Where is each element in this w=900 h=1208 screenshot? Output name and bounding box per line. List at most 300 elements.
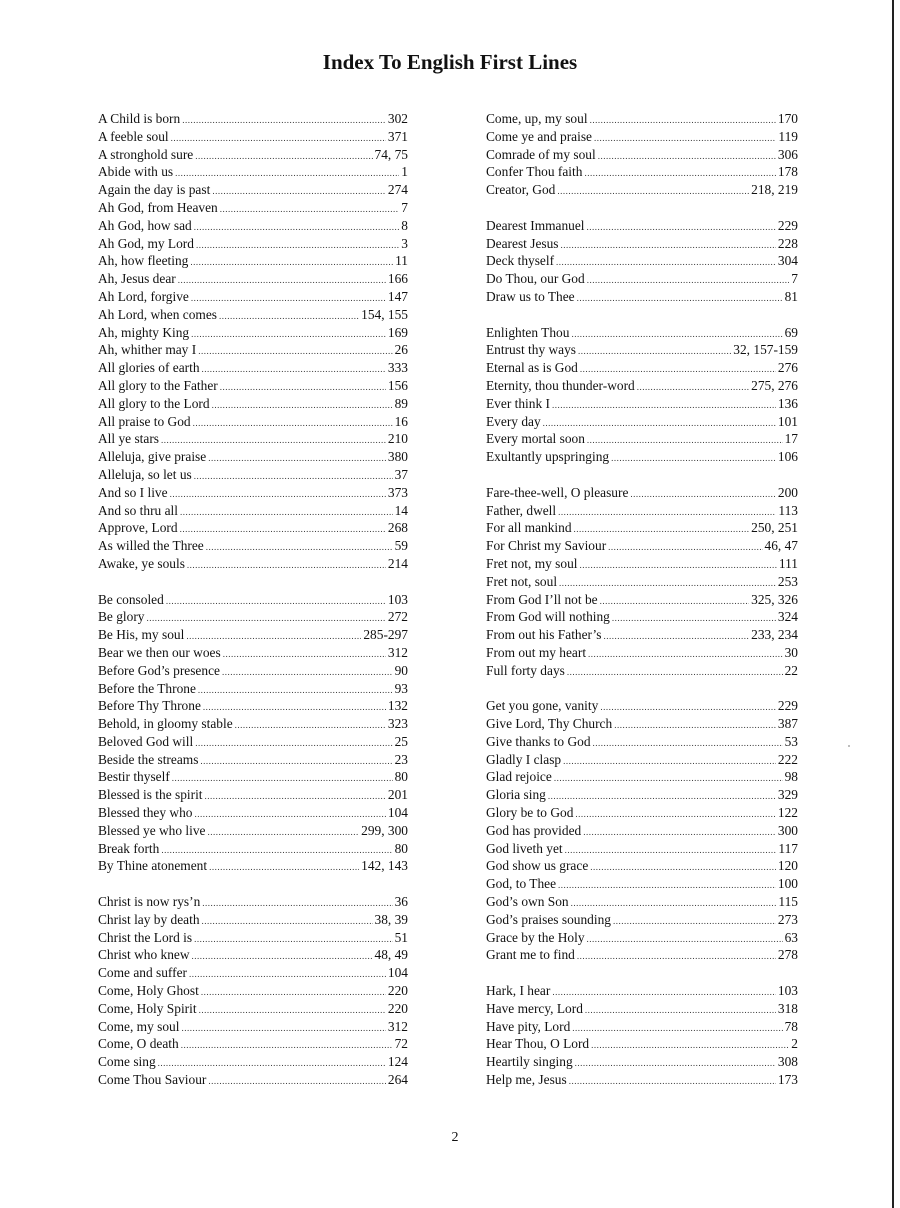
dot-leader <box>578 343 731 361</box>
dot-leader <box>193 415 393 433</box>
entry-hymn-number: 147 <box>387 288 408 304</box>
entry-hymn-number: 324 <box>777 609 798 625</box>
dot-leader <box>182 112 386 130</box>
entry-first-line: Glad rejoice <box>486 769 552 785</box>
dot-leader <box>187 557 386 575</box>
index-entry <box>98 110 408 128</box>
index-entry <box>98 502 408 520</box>
entry-first-line: Ah, whither may I <box>98 342 197 358</box>
index-entry <box>98 1035 408 1053</box>
entry-first-line: Ah God, my Lord <box>98 235 194 251</box>
entry-first-line: Ah Lord, when comes <box>98 306 217 322</box>
dot-leader <box>558 504 776 522</box>
entry-first-line: Dearest Immanuel <box>486 217 585 233</box>
entry-first-line: Eternity, thou thunder-word <box>486 377 635 393</box>
index-entry <box>98 626 408 644</box>
index-entry <box>486 626 798 644</box>
entry-first-line: Approve, Lord <box>98 520 178 536</box>
entry-first-line: Enlighten Thou <box>486 324 570 340</box>
index-entry <box>98 786 408 804</box>
entry-hymn-number: 74, 75 <box>374 146 408 162</box>
dot-leader <box>194 806 385 824</box>
dot-leader <box>172 770 393 788</box>
entry-first-line: A feeble soul <box>98 128 169 144</box>
entry-hymn-number: 25 <box>394 733 408 749</box>
dot-leader <box>171 130 386 148</box>
entry-hymn-number: 273 <box>777 911 798 927</box>
entry-first-line: From God I’ll not be <box>486 591 598 607</box>
index-entry <box>98 1000 408 1018</box>
index-entry <box>486 644 798 662</box>
entry-hymn-number: 373 <box>387 484 408 500</box>
entry-first-line: Blessed they who <box>98 805 193 821</box>
index-entry <box>98 804 408 822</box>
entry-first-line: Bear we then our woes <box>98 644 221 660</box>
index-entry <box>98 146 408 164</box>
entry-first-line: Before Thy Throne <box>98 698 201 714</box>
index-entry <box>98 359 408 377</box>
dot-leader <box>593 735 783 753</box>
index-entry <box>98 466 408 484</box>
entry-hymn-number: 7 <box>401 199 408 215</box>
dot-leader <box>577 948 776 966</box>
index-entry <box>98 840 408 858</box>
entry-hymn-number: 166 <box>387 271 408 287</box>
entry-first-line: Hear Thou, O Lord <box>486 1036 590 1052</box>
right-column <box>486 110 798 1107</box>
entry-hymn-number: 53 <box>784 733 798 749</box>
entry-first-line: Give thanks to God <box>486 733 591 749</box>
entry-hymn-number: 387 <box>777 716 798 732</box>
dot-leader <box>569 1073 776 1091</box>
index-entry <box>486 430 798 448</box>
entry-hymn-number: 59 <box>394 538 408 554</box>
dot-leader <box>587 432 783 450</box>
entry-first-line: Help me, Jesus <box>486 1072 567 1088</box>
index-entry <box>98 235 408 253</box>
entry-hymn-number: 323 <box>387 716 408 732</box>
entry-hymn-number: 312 <box>387 644 408 660</box>
entry-first-line: Come ye and praise <box>486 128 592 144</box>
dot-leader <box>587 272 790 290</box>
entry-hymn-number: 89 <box>394 395 408 411</box>
index-entry <box>98 555 408 573</box>
index-entry <box>98 751 408 769</box>
dot-leader <box>558 877 776 895</box>
entry-first-line: Dearest Jesus <box>486 235 559 251</box>
entry-first-line: Entrust thy ways <box>486 342 577 358</box>
entry-first-line: By Thine atonement <box>98 858 208 874</box>
entry-first-line: As willed the Three <box>98 538 204 554</box>
index-entry <box>98 591 408 609</box>
entry-first-line: A stronghold sure <box>98 146 194 162</box>
index-entry <box>486 270 798 288</box>
dot-leader <box>580 557 777 575</box>
entry-first-line: Christ who knew <box>98 947 190 963</box>
index-entry <box>486 235 798 253</box>
entry-hymn-number: 117 <box>778 840 798 856</box>
entry-hymn-number: 156 <box>387 377 408 393</box>
dot-leader <box>552 397 776 415</box>
entry-first-line: From God will nothing <box>486 609 610 625</box>
dot-leader <box>600 593 750 611</box>
entry-first-line: All glories of earth <box>98 360 200 376</box>
index-entry <box>98 982 408 1000</box>
entry-hymn-number: 285-297 <box>363 627 408 643</box>
dot-leader <box>202 361 386 379</box>
entry-first-line: Grace by the Holy <box>486 929 585 945</box>
dot-leader <box>208 1073 386 1091</box>
index-entry <box>98 377 408 395</box>
entry-hymn-number: 299, 300 <box>361 822 408 838</box>
dot-leader <box>206 539 393 557</box>
entry-hymn-number: 72 <box>394 1036 408 1052</box>
entry-hymn-number: 253 <box>777 573 798 589</box>
entry-hymn-number: 7 <box>791 271 798 287</box>
entry-hymn-number: 113 <box>778 502 798 518</box>
dot-leader <box>222 664 393 682</box>
entry-hymn-number: 220 <box>387 983 408 999</box>
dot-leader <box>567 664 783 682</box>
index-entry <box>98 893 408 911</box>
entry-first-line: Draw us to Thee <box>486 288 575 304</box>
entry-hymn-number: 37 <box>394 466 408 482</box>
index-entry <box>486 1071 798 1089</box>
entry-hymn-number: 169 <box>387 324 408 340</box>
entry-hymn-number: 93 <box>394 680 408 696</box>
index-entry <box>486 1053 798 1071</box>
index-entry <box>98 395 408 413</box>
index-group <box>98 893 408 1089</box>
entry-hymn-number: 178 <box>777 164 798 180</box>
dot-leader <box>594 130 776 148</box>
index-entry <box>486 128 798 146</box>
index-entry <box>98 768 408 786</box>
entry-first-line: Blessed is the spirit <box>98 787 203 803</box>
entry-first-line: And so I live <box>98 484 168 500</box>
index-entry <box>486 946 798 964</box>
index-entry <box>486 252 798 270</box>
entry-first-line: Again the day is past <box>98 182 211 198</box>
dot-leader <box>190 254 393 272</box>
index-entry <box>486 768 798 786</box>
entry-first-line: A Child is born <box>98 111 181 126</box>
index-entry <box>486 359 798 377</box>
entry-first-line: Break forth <box>98 840 160 856</box>
index-entry <box>486 804 798 822</box>
entry-hymn-number: 48, 49 <box>374 947 408 963</box>
entry-hymn-number: 300 <box>777 822 798 838</box>
dot-leader <box>207 824 359 842</box>
entry-hymn-number: 100 <box>777 876 798 892</box>
index-entry <box>486 840 798 858</box>
dot-leader <box>572 1020 782 1038</box>
entry-hymn-number: 201 <box>387 787 408 803</box>
entry-hymn-number: 120 <box>777 858 798 874</box>
left-column <box>98 110 408 1107</box>
entry-first-line: For all mankind <box>486 520 572 536</box>
entry-hymn-number: 36 <box>394 894 408 910</box>
entry-first-line: Christ is now rys’n <box>98 894 201 910</box>
index-entry <box>486 217 798 235</box>
entry-hymn-number: 170 <box>777 111 798 126</box>
entry-first-line: Ah, mighty King <box>98 324 190 340</box>
page-edge <box>892 0 894 1208</box>
entry-hymn-number: 106 <box>777 449 798 465</box>
entry-hymn-number: 218, 219 <box>751 182 798 198</box>
entry-hymn-number: 233, 234 <box>751 627 798 643</box>
entry-first-line: Gloria sing <box>486 787 546 803</box>
entry-first-line: Fret not, my soul <box>486 555 578 571</box>
entry-hymn-number: 80 <box>394 769 408 785</box>
entry-hymn-number: 154, 155 <box>361 306 408 322</box>
entry-hymn-number: 272 <box>387 609 408 625</box>
entry-first-line: Come Thou Saviour <box>98 1072 207 1088</box>
index-entry <box>98 929 408 947</box>
entry-first-line: God show us grace <box>486 858 589 874</box>
entry-hymn-number: 63 <box>784 929 798 945</box>
entry-hymn-number: 80 <box>394 840 408 856</box>
index-entry <box>98 1053 408 1071</box>
index-entry <box>486 911 798 929</box>
entry-hymn-number: 371 <box>387 128 408 144</box>
index-entry <box>486 822 798 840</box>
entry-hymn-number: 14 <box>394 502 408 518</box>
entry-hymn-number: 119 <box>778 128 798 144</box>
dot-leader <box>554 770 783 788</box>
dot-leader <box>563 753 776 771</box>
entry-first-line: Do Thou, our God <box>486 271 585 287</box>
entry-first-line: Comrade of my soul <box>486 146 596 162</box>
entry-first-line: Come and suffer <box>98 965 188 981</box>
entry-hymn-number: 30 <box>784 644 798 660</box>
index-entry <box>98 306 408 324</box>
index-group <box>98 591 408 876</box>
entry-hymn-number: 142, 143 <box>361 858 408 874</box>
entry-first-line: Fret not, soul <box>486 573 558 589</box>
dot-leader <box>220 379 386 397</box>
entry-hymn-number: 104 <box>387 805 408 821</box>
dot-leader <box>603 628 749 646</box>
entry-first-line: God’s praises sounding <box>486 911 611 927</box>
index-entry <box>98 341 408 359</box>
entry-hymn-number: 1 <box>401 164 408 180</box>
entry-hymn-number: 104 <box>387 965 408 981</box>
index-entry <box>486 751 798 769</box>
index-entry <box>98 857 408 875</box>
entry-first-line: Ah God, how sad <box>98 217 192 233</box>
index-entry <box>98 199 408 217</box>
index-entry <box>486 875 798 893</box>
dot-leader <box>590 112 776 130</box>
entry-first-line: Beside the streams <box>98 751 199 767</box>
entry-first-line: From out his Father’s <box>486 627 602 643</box>
entry-hymn-number: 380 <box>387 449 408 465</box>
entry-hymn-number: 11 <box>395 253 408 269</box>
entry-hymn-number: 78 <box>784 1018 798 1034</box>
entry-first-line: Bestir thyself <box>98 769 170 785</box>
index-entry <box>486 893 798 911</box>
entry-hymn-number: 229 <box>777 217 798 233</box>
dot-leader <box>613 913 776 931</box>
dot-leader <box>178 272 386 290</box>
entry-first-line: God liveth yet <box>486 840 563 856</box>
entry-first-line: Come, Holy Ghost <box>98 983 199 999</box>
index-entry <box>486 519 798 537</box>
entry-first-line: Get you gone, vanity <box>486 698 599 714</box>
dot-leader <box>180 521 386 539</box>
entry-first-line: Ah, Jesus dear <box>98 271 176 287</box>
dot-leader <box>191 326 386 344</box>
index-entry <box>98 448 408 466</box>
dot-leader <box>194 931 393 949</box>
dot-leader <box>598 148 776 166</box>
index-entry <box>98 270 408 288</box>
index-entry <box>98 644 408 662</box>
entry-first-line: Fare-thee-well, O pleasure <box>486 484 629 500</box>
dot-leader <box>591 1037 789 1055</box>
entry-first-line: Come, up, my soul <box>486 111 588 126</box>
entry-first-line: Grant me to find <box>486 947 575 963</box>
index-entry <box>98 1018 408 1036</box>
index-entry <box>98 181 408 199</box>
index-entry <box>98 128 408 146</box>
entry-hymn-number: 101 <box>777 413 798 429</box>
dot-leader <box>235 717 386 735</box>
dot-leader <box>587 931 783 949</box>
entry-first-line: Have mercy, Lord <box>486 1000 583 1016</box>
entry-hymn-number: 38, 39 <box>374 911 408 927</box>
dot-leader <box>196 237 399 255</box>
index-entry <box>98 946 408 964</box>
index-entry <box>98 324 408 342</box>
entry-hymn-number: 98 <box>784 769 798 785</box>
dot-leader <box>212 397 393 415</box>
entry-first-line: Confer Thou faith <box>486 164 583 180</box>
entry-first-line: Give Lord, Thy Church <box>486 716 613 732</box>
entry-first-line: God’s own Son <box>486 894 569 910</box>
entry-hymn-number: 228 <box>777 235 798 251</box>
entry-first-line: Behold, in gloomy stable <box>98 716 233 732</box>
dot-leader <box>209 859 359 877</box>
entry-first-line: All glory to the Father <box>98 377 218 393</box>
entry-first-line: Come, my soul <box>98 1018 180 1034</box>
entry-hymn-number: 222 <box>777 751 798 767</box>
entry-first-line: Every mortal soon <box>486 431 585 447</box>
entry-hymn-number: 69 <box>784 324 798 340</box>
dot-leader <box>583 824 776 842</box>
index-entry <box>98 680 408 698</box>
entry-hymn-number: 81 <box>784 288 798 304</box>
index-entry <box>98 252 408 270</box>
index-group <box>486 324 798 466</box>
entry-first-line: Heartily singing <box>486 1054 573 1070</box>
index-entry <box>98 697 408 715</box>
index-entry <box>486 857 798 875</box>
dot-leader <box>195 735 392 753</box>
entry-hymn-number: 312 <box>387 1018 408 1034</box>
entry-hymn-number: 124 <box>387 1054 408 1070</box>
dot-leader <box>585 1002 776 1020</box>
entry-first-line: Gladly I clasp <box>486 751 562 767</box>
entry-hymn-number: 16 <box>394 413 408 429</box>
dot-leader <box>205 788 386 806</box>
index-entry <box>486 982 798 1000</box>
index-entry <box>486 181 798 199</box>
entry-hymn-number: 103 <box>387 591 408 607</box>
entry-first-line: Before God’s presence <box>98 662 220 678</box>
dot-leader <box>166 593 386 611</box>
entry-first-line: Full forty days <box>486 662 565 678</box>
dot-leader <box>219 308 359 326</box>
index-group <box>486 110 798 199</box>
entry-hymn-number: 302 <box>387 111 408 126</box>
dot-leader <box>170 486 386 504</box>
entry-hymn-number: 90 <box>394 662 408 678</box>
index-entry <box>486 110 798 128</box>
entry-hymn-number: 214 <box>387 555 408 571</box>
dot-leader <box>614 717 776 735</box>
scan-speck <box>848 745 850 747</box>
dot-leader <box>198 682 393 700</box>
page-title: Index To English First Lines <box>322 50 578 74</box>
dot-leader <box>637 379 749 397</box>
index-entry <box>486 555 798 573</box>
dot-leader <box>198 343 392 361</box>
dot-leader <box>565 842 777 860</box>
dot-leader <box>202 913 373 931</box>
dot-leader <box>181 1037 393 1055</box>
index-entry <box>486 146 798 164</box>
entry-hymn-number: 122 <box>777 805 798 821</box>
entry-hymn-number: 22 <box>784 662 798 678</box>
entry-first-line: Come, O death <box>98 1036 179 1052</box>
index-entry <box>98 964 408 982</box>
entry-first-line: Father, dwell <box>486 502 557 518</box>
entry-hymn-number: 2 <box>791 1036 798 1052</box>
entry-first-line: Glory be to God <box>486 805 574 821</box>
dot-leader <box>201 984 386 1002</box>
entry-first-line: Ah God, from Heaven <box>98 199 218 215</box>
index-entry <box>486 163 798 181</box>
index-entry <box>486 608 798 626</box>
dot-leader <box>191 290 386 308</box>
index-entry <box>98 484 408 502</box>
entry-first-line: Exultantly upspringing <box>486 449 610 465</box>
index-entry <box>486 537 798 555</box>
entry-hymn-number: 275, 276 <box>751 377 798 393</box>
entry-first-line: Alleluja, so let us <box>98 466 192 482</box>
dot-leader <box>192 948 373 966</box>
index-entry <box>486 324 798 342</box>
entry-first-line: Deck thyself <box>486 253 555 269</box>
entry-hymn-number: 32, 157-159 <box>733 342 798 358</box>
entry-first-line: Every day <box>486 413 541 429</box>
entry-hymn-number: 46, 47 <box>764 538 798 554</box>
dot-leader <box>181 1020 385 1038</box>
entry-hymn-number: 325, 326 <box>751 591 798 607</box>
dot-leader <box>588 646 783 664</box>
dot-leader <box>548 788 776 806</box>
dot-leader <box>557 183 749 201</box>
dot-leader <box>584 165 775 183</box>
entry-hymn-number: 268 <box>387 520 408 536</box>
entry-first-line: Before the Throne <box>98 680 196 696</box>
entry-hymn-number: 229 <box>777 698 798 714</box>
entry-first-line: Ever think I <box>486 395 550 411</box>
index-entry <box>98 822 408 840</box>
dot-leader <box>189 966 386 984</box>
